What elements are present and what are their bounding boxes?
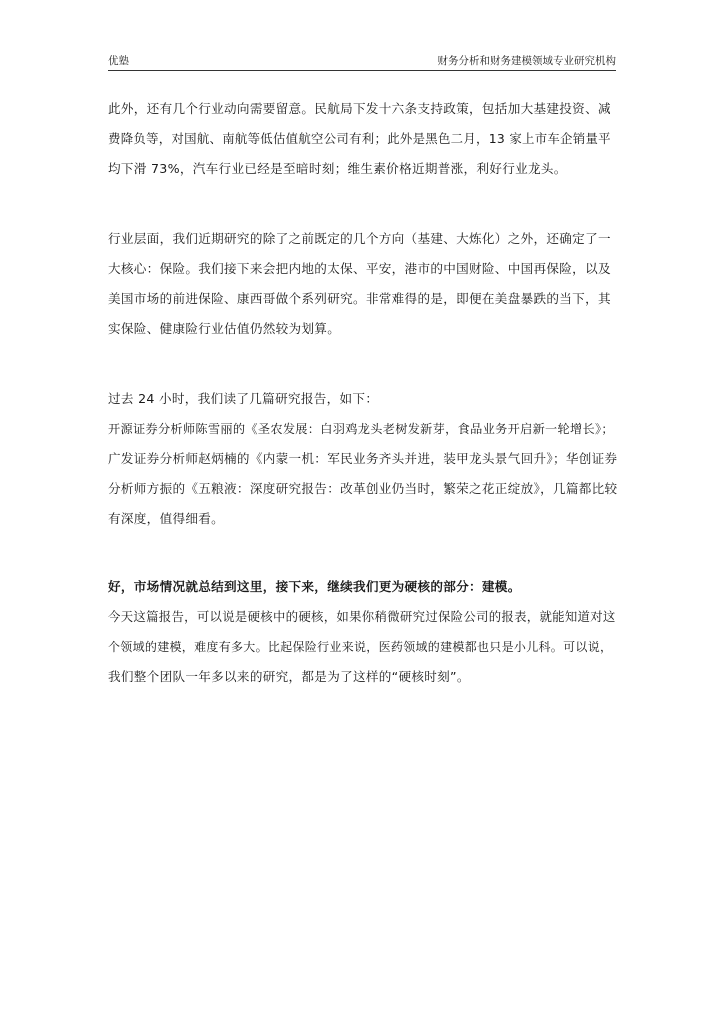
paragraph-research-reports xyxy=(108,384,618,534)
paragraph-modeling-intro xyxy=(108,572,618,692)
text-line: 此外，还有几个行业动向需要留意。民航局下发十六条支持政策，包括加大基建投资、减 xyxy=(108,101,611,116)
text-line: 广发证券分析师赵炳楠的《内蒙一机：军民业务齐头并进，装甲龙头景气回升》；华创证券 xyxy=(108,451,618,466)
paragraph-gap xyxy=(108,184,618,224)
text-line: 实保险、健康险行业估值仍然较为划算。 xyxy=(108,321,341,336)
page-header xyxy=(108,50,616,71)
paragraph-insurance-focus xyxy=(108,224,618,344)
paragraph-gap xyxy=(108,534,618,572)
text-line: 美国市场的前进保险、康西哥做个系列研究。非常难得的是，即便在美盘暴跌的当下，其 xyxy=(108,291,611,306)
text-line: 开源证券分析师陈雪丽的《圣农发展：白羽鸡龙头老树发新芽，食品业务开启新一轮增长》； xyxy=(108,422,614,436)
header-tagline: 财务分析和财务建模领域专业研究机构 xyxy=(437,55,616,67)
paragraph-gap xyxy=(108,344,618,384)
text-line: 均下滑 73%，汽车行业已经是至暗时刻；维生素价格近期普涨，利好行业龙头。 xyxy=(108,161,567,176)
text-line: 行业层面，我们近期研究的除了之前既定的几个方向（基建、大炼化）之外，还确定了一 xyxy=(108,231,611,246)
header-brand: 优塾 xyxy=(108,55,129,67)
text-line: 我们整个团队一年多以来的研究，都是为了这样的“硬核时刻”。 xyxy=(108,669,470,684)
bold-heading-line: 好，市场情况就总结到这里，接下来，继续我们更为硬核的部分：建模。 xyxy=(108,579,521,594)
text-line: 分析师方振的《五粮液：深度研究报告：改革创业仍当时，繁荣之花正绽放》，几篇都比较 xyxy=(108,481,618,496)
text-line: 有深度，值得细看。 xyxy=(108,511,225,526)
text-line: 过去 24 小时，我们读了几篇研究报告，如下： xyxy=(108,391,379,406)
text-line: 大核心：保险。我们接下来会把内地的太保、平安，港市的中国财险、中国再保险，以及 xyxy=(108,261,611,276)
text-line: 费降负等，对国航、南航等低估值航空公司有利；此外是黑色二月，13 家上市车企销量平 xyxy=(108,131,611,146)
text-line: 个领域的建模，难度有多大。比起保险行业来说，医药领域的建模都也只是小儿科。可以说， xyxy=(108,640,613,654)
text-line: 今天这篇报告，可以说是硬核中的硬核，如果你稍微研究过保险公司的报表，就能知道对这 xyxy=(108,609,616,624)
document-body xyxy=(108,94,618,692)
paragraph-industry-trends xyxy=(108,94,618,184)
